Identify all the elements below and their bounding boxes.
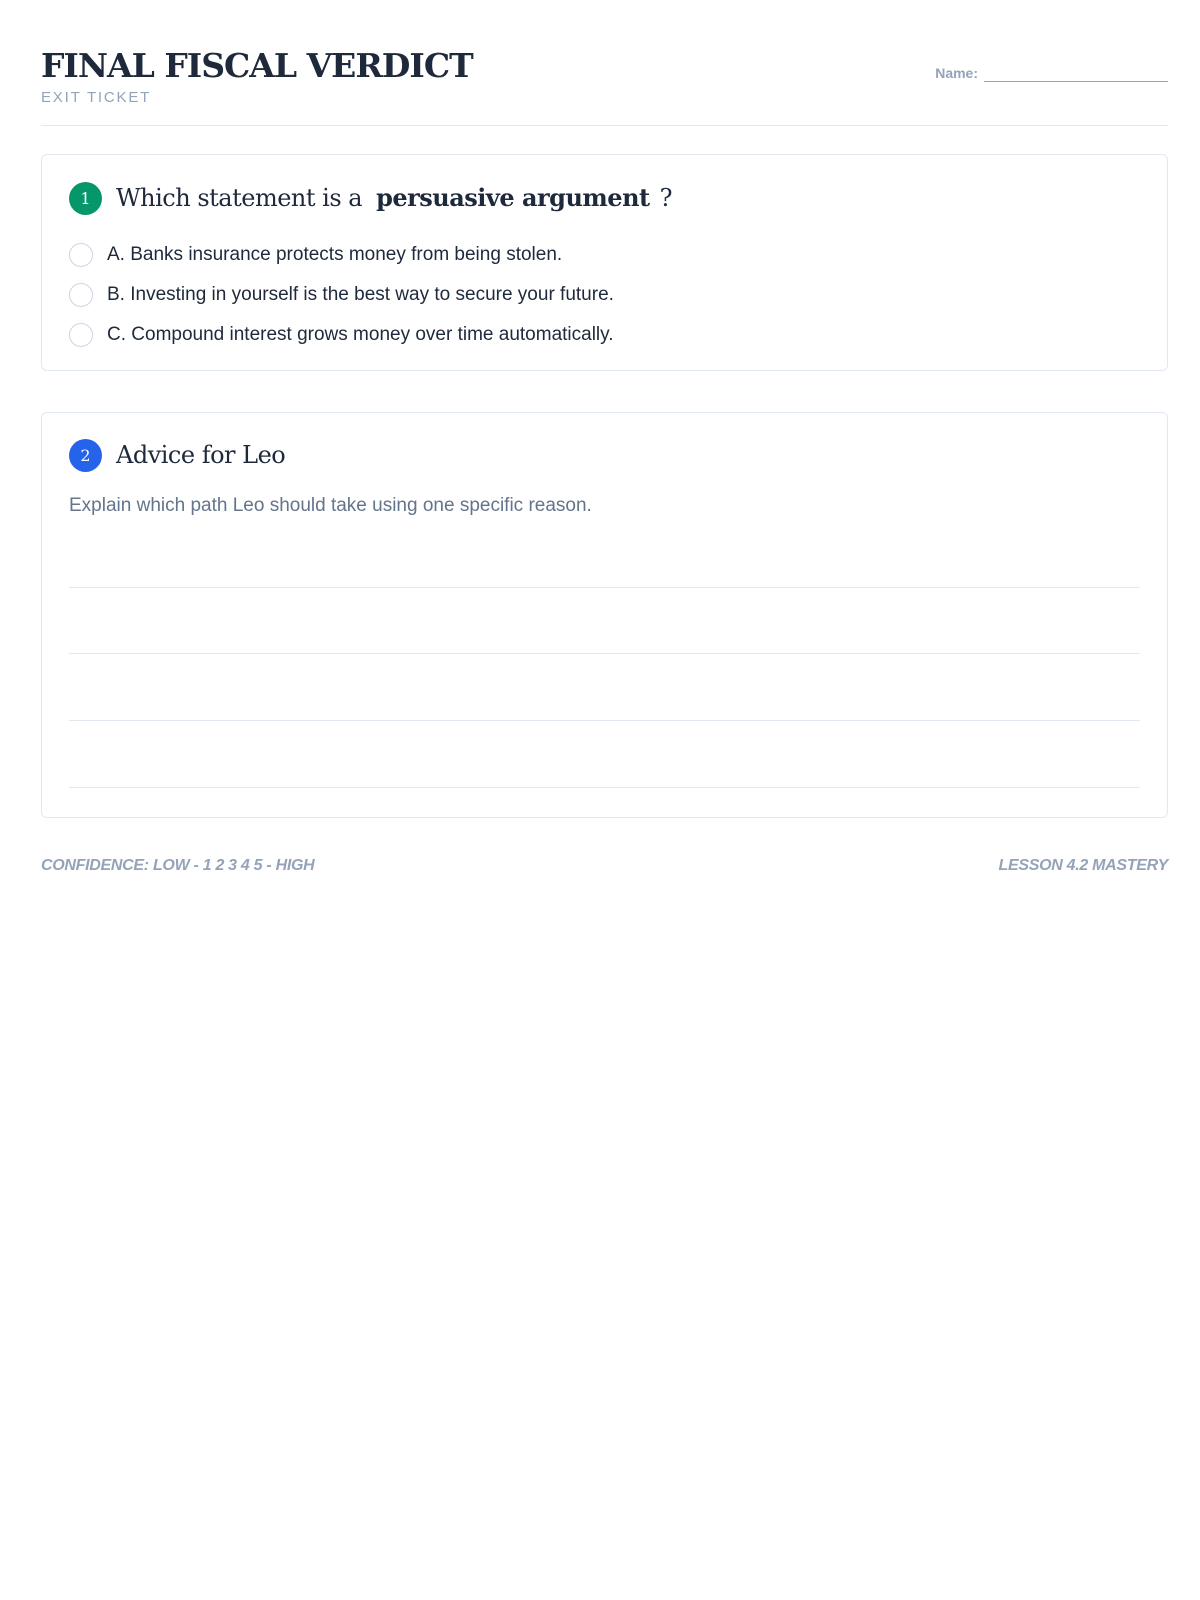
option-c[interactable]: [69, 315, 614, 355]
question-2-header: [69, 439, 285, 472]
option-a-label: A. Banks insurance protects money from being stolen.: [107, 244, 563, 265]
question-2-number-badge: 2: [69, 439, 102, 472]
option-b-label: B. Investing in yourself is the best way to secure your future.: [107, 284, 614, 305]
answer-line-3[interactable]: [69, 720, 1140, 721]
option-c-label: C. Compound interest grows money over time automatically.: [107, 324, 614, 345]
question-1-header: [69, 181, 672, 215]
name-field: [935, 64, 1168, 82]
question-1-prefix: Which statement is a: [116, 184, 363, 212]
question-1-options: [69, 235, 614, 355]
confidence-scale: CONFIDENCE: LOW - 1 2 3 4 5 - HIGH: [41, 857, 315, 874]
question-card-1: [41, 154, 1168, 371]
question-1-number-badge: 1: [69, 182, 102, 215]
name-label: Name:: [935, 65, 978, 81]
radio-button-a[interactable]: [69, 243, 93, 267]
question-1-text: [116, 181, 672, 215]
name-blank-line[interactable]: [984, 67, 1168, 82]
option-a[interactable]: [69, 235, 614, 275]
question-card-2: [41, 412, 1168, 818]
question-1-emphasis: persuasive argument: [376, 183, 650, 212]
radio-button-b[interactable]: [69, 283, 93, 307]
answer-line-1[interactable]: [69, 587, 1140, 588]
question-2-instructions: Explain which path Leo should take using one specific reason.: [69, 495, 592, 516]
page-title: FINAL FISCAL VERDICT: [41, 46, 473, 85]
answer-line-4[interactable]: [69, 787, 1140, 788]
question-2-title: Advice for Leo: [116, 441, 286, 469]
lesson-label: LESSON 4.2 MASTERY: [998, 857, 1168, 874]
radio-button-c[interactable]: [69, 323, 93, 347]
page-subtitle: EXIT TICKET: [41, 89, 152, 106]
answer-line-2[interactable]: [69, 653, 1140, 654]
worksheet-header: [41, 44, 1168, 126]
question-1-suffix: ?: [659, 184, 672, 212]
option-b[interactable]: [69, 275, 614, 315]
